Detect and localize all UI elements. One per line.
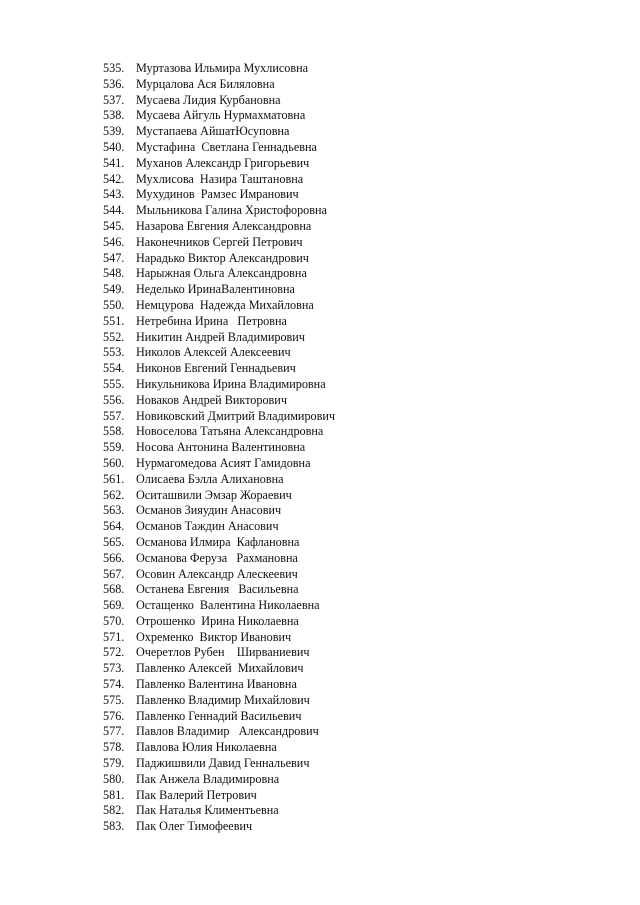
entry-name: Никитин Андрей Владимирович	[136, 329, 305, 344]
entry-number: 546.	[103, 234, 125, 249]
entry-name: Новоселова Татьяна Александровна	[136, 424, 324, 439]
entry-name: Павленко Алексей Михайлович	[136, 661, 304, 676]
entry-number: 558.	[103, 424, 125, 439]
entry-number: 544.	[103, 203, 125, 218]
entry-name: Мурцалова Ася Биляловна	[136, 76, 275, 91]
entry-name: Отрошенко Ирина Николаевна	[136, 613, 299, 628]
entry-name: Очеретлов Рубен Ширваниевич	[136, 645, 310, 660]
entry-name: Мустапаева АйшатЮсуповна	[136, 124, 290, 139]
entry-number: 576.	[103, 708, 125, 723]
list-item	[103, 156, 335, 172]
list-item	[103, 251, 335, 267]
entry-name: Нетребина Ирина Петровна	[136, 313, 287, 328]
list-item	[103, 314, 335, 330]
list-item	[103, 330, 335, 346]
list-item	[103, 93, 335, 109]
entry-name: Павлов Владимир Александрович	[136, 724, 319, 739]
entry-name: Мухлисова Назира Таштановна	[136, 171, 304, 186]
entry-number: 563.	[103, 503, 125, 518]
list-item	[103, 77, 335, 93]
entry-name: Османова Феруза Рахмановна	[136, 550, 298, 565]
list-item	[103, 172, 335, 188]
list-item	[103, 503, 335, 519]
entry-number: 540.	[103, 139, 125, 154]
entry-number: 578.	[103, 740, 125, 755]
list-item	[103, 361, 335, 377]
list-item	[103, 788, 335, 804]
list-item	[103, 409, 335, 425]
entry-name: Павленко Владимир Михайлович	[136, 692, 310, 707]
entry-number: 575.	[103, 692, 125, 707]
entry-name: Нарадько Виктор Александрович	[136, 250, 309, 265]
entry-name: Немцурова Надежда Михайловна	[136, 297, 314, 312]
entry-number: 565.	[103, 534, 125, 549]
entry-number: 543.	[103, 187, 125, 202]
list-item	[103, 61, 335, 77]
entry-number: 541.	[103, 155, 125, 170]
list-item	[103, 630, 335, 646]
entry-number: 542.	[103, 171, 125, 186]
list-item	[103, 819, 335, 835]
list-item	[103, 266, 335, 282]
entry-name: Мусаева Лидия Курбановна	[136, 92, 281, 107]
entry-name: Муртазова Ильмира Мухлисовна	[136, 61, 309, 75]
entry-name: Никульникова Ирина Владимировна	[136, 376, 326, 391]
entry-number: 570.	[103, 613, 125, 628]
entry-name: Пак Анжела Владимировна	[136, 771, 280, 786]
list-item	[103, 645, 335, 661]
list-item	[103, 345, 335, 361]
entry-number: 568.	[103, 582, 125, 597]
entry-number: 567.	[103, 566, 125, 581]
entry-name: Павленко Геннадий Васильевич	[136, 708, 302, 723]
list-item	[103, 535, 335, 551]
entry-number: 562.	[103, 487, 125, 502]
entry-number: 574.	[103, 677, 125, 692]
entry-name: Павлова Юлия Николаевна	[136, 740, 277, 755]
list-item	[103, 124, 335, 140]
entry-number: 536.	[103, 76, 125, 91]
entry-number: 538.	[103, 108, 125, 123]
entry-name: Пак Валерий Петрович	[136, 787, 257, 802]
list-item	[103, 108, 335, 124]
entry-name: Османов Зияудин Анасович	[136, 503, 282, 518]
entry-name: Нарыжная Ольга Александровна	[136, 266, 307, 281]
list-item	[103, 377, 335, 393]
entry-number: 581.	[103, 787, 125, 802]
entry-name: Мустафина Светлана Геннадьевна	[136, 139, 317, 154]
list-item	[103, 772, 335, 788]
entry-name: Никонов Евгений Геннадьевич	[136, 361, 296, 376]
entry-name: Николов Алексей Алексеевич	[136, 345, 291, 360]
entry-name: Осовин Александр Алескеевич	[136, 566, 298, 581]
entry-name: Носова Антонина Валентиновна	[136, 440, 306, 455]
entry-number: 557.	[103, 408, 125, 423]
entry-name: Паджишвили Давид Геннальевич	[136, 756, 310, 771]
entry-number: 580.	[103, 771, 125, 786]
list-item	[103, 440, 335, 456]
entry-name: Османова Илмира Кафлановна	[136, 534, 300, 549]
entry-number: 547.	[103, 250, 125, 265]
list-item	[103, 488, 335, 504]
entry-name: Муханов Александр Григорьевич	[136, 155, 310, 170]
entry-number: 553.	[103, 345, 125, 360]
entry-name: Новиковский Дмитрий Владимирович	[136, 408, 336, 423]
entry-name: Нурмагомедова Асият Гамидовна	[136, 455, 311, 470]
list-item	[103, 140, 335, 156]
entry-number: 564.	[103, 519, 125, 534]
entry-number: 554.	[103, 361, 125, 376]
entry-number: 572.	[103, 645, 125, 660]
list-item	[103, 567, 335, 583]
entry-name: Останева Евгения Васильевна	[136, 582, 299, 597]
entry-name: Павленко Валентина Ивановна	[136, 677, 297, 692]
list-item	[103, 582, 335, 598]
entry-name: Назарова Евгения Александровна	[136, 218, 312, 233]
entry-name: Неделько ИринаВалентиновна	[136, 282, 295, 297]
entry-name: Олисаева Бэлла Алихановна	[136, 471, 284, 486]
entry-number: 551.	[103, 313, 125, 328]
entry-name: Охременко Виктор Иванович	[136, 629, 292, 644]
list-item	[103, 614, 335, 630]
list-item	[103, 677, 335, 693]
list-item	[103, 709, 335, 725]
list-item	[103, 740, 335, 756]
entry-number: 560.	[103, 455, 125, 470]
list-item	[103, 282, 335, 298]
entry-name: Османов Таждин Анасович	[136, 519, 279, 534]
list-item	[103, 424, 335, 440]
list-item	[103, 456, 335, 472]
list-item	[103, 203, 335, 219]
entry-name: Наконечников Сергей Петрович	[136, 234, 303, 249]
entry-number: 545.	[103, 218, 125, 233]
entry-name: Мухудинов Рамзес Имранович	[136, 187, 299, 202]
entry-number: 539.	[103, 124, 125, 139]
entry-number: 550.	[103, 297, 125, 312]
entry-number: 556.	[103, 392, 125, 407]
entry-number: 571.	[103, 629, 125, 644]
entry-name: Мусаева Айгуль Нурмахматовна	[136, 108, 306, 123]
entry-number: 566.	[103, 550, 125, 565]
list-item	[103, 693, 335, 709]
entry-number: 577.	[103, 724, 125, 739]
entry-number: 548.	[103, 266, 125, 281]
list-item	[103, 756, 335, 772]
list-item	[103, 724, 335, 740]
list-item	[103, 393, 335, 409]
list-item	[103, 598, 335, 614]
entry-name: Мыльникова Галина Христофоровна	[136, 203, 327, 218]
entry-name: Новаков Андрей Викторович	[136, 392, 287, 407]
list-item	[103, 472, 335, 488]
entry-number: 561.	[103, 471, 125, 486]
entry-number: 573.	[103, 661, 125, 676]
entry-name: Остащенко Валентина Николаевна	[136, 598, 320, 613]
list-item	[103, 219, 335, 235]
entry-number: 549.	[103, 282, 125, 297]
list-item	[103, 519, 335, 535]
list-item	[103, 187, 335, 203]
entry-number: 579.	[103, 756, 125, 771]
entry-number: 552.	[103, 329, 125, 344]
entry-number: 555.	[103, 376, 125, 391]
entry-number: 569.	[103, 598, 125, 613]
list-item	[103, 661, 335, 677]
entry-name: Пак Олег Тимофеевич	[136, 819, 253, 834]
name-list	[103, 61, 335, 835]
list-item	[103, 298, 335, 314]
entry-number: 583.	[103, 819, 125, 834]
entry-number: 537.	[103, 92, 125, 107]
list-item	[103, 803, 335, 819]
entry-number: 559.	[103, 440, 125, 455]
entry-number: 535.	[103, 61, 125, 75]
entry-name: Пак Наталья Климентьевна	[136, 803, 279, 818]
list-item	[103, 551, 335, 567]
entry-name: Оситашвили Эмзар Жораевич	[136, 487, 292, 502]
entry-number: 582.	[103, 803, 125, 818]
list-item	[103, 235, 335, 251]
